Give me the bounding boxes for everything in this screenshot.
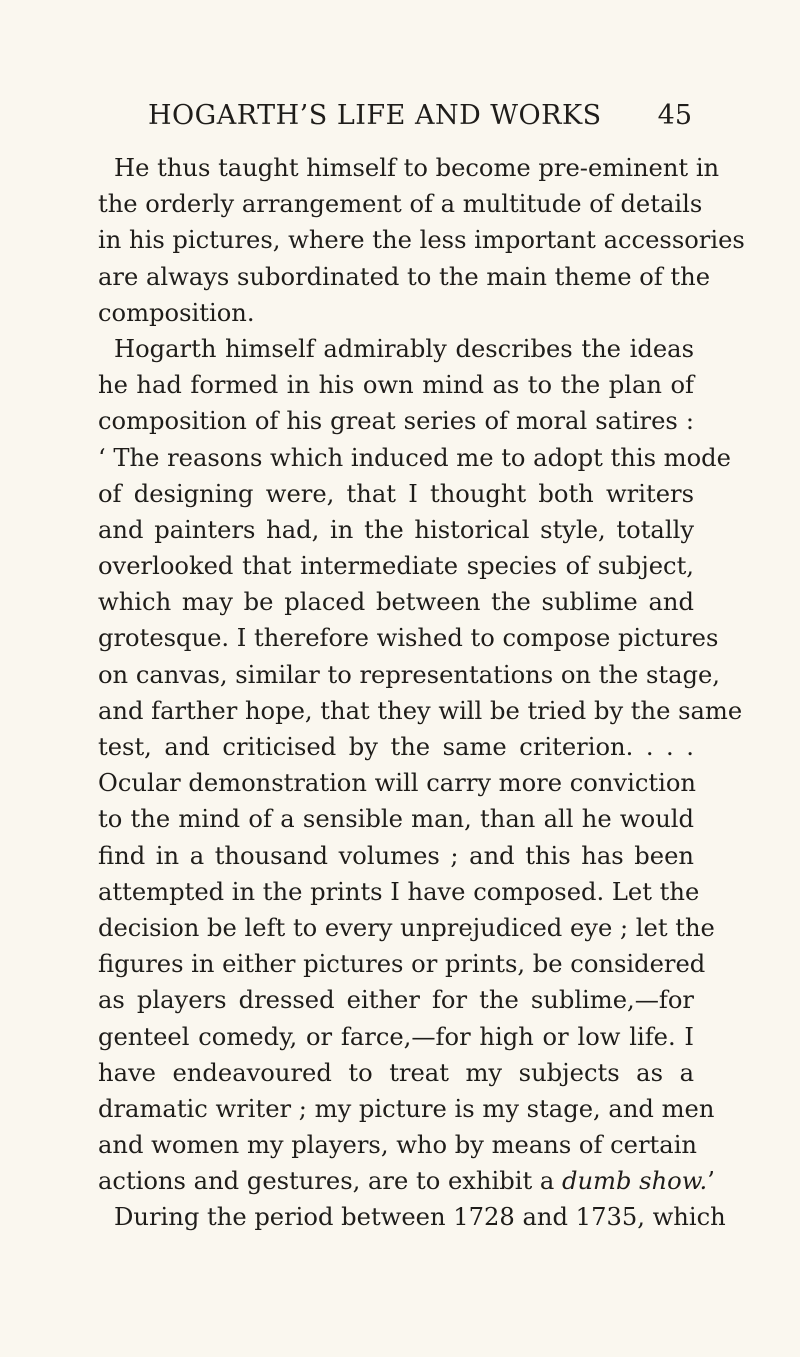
text-line: ‘ The reasons which induced me to adopt this mode (98, 443, 731, 472)
text-line: overlooked that intermediate species of subject, (98, 552, 694, 581)
text-line (98, 1163, 715, 1199)
text-line: test, and criticised by the same criterion. . . . (98, 733, 694, 761)
text-line: composition of his great series of moral satires : (98, 407, 694, 436)
text-line: of designing were, that I thought both writers (98, 479, 694, 508)
text-line: to the mind of a sensible man, than all he would (98, 805, 694, 834)
text-line: composition. (98, 298, 255, 327)
text-line: genteel comedy, or farce,—for high or low life. I (98, 1022, 694, 1051)
closing-quote: ’ (707, 1167, 715, 1196)
text-line: attempted in the prints I have composed. Let the (98, 877, 700, 906)
text-line: He thus taught himself to become pre-eminent in (114, 154, 720, 182)
text-line: During the period between 1728 and 1735, which (114, 1203, 726, 1232)
text-line: are always subordinated to the main theme of the (98, 262, 711, 291)
text-line: figures in either pictures or prints, be considered (98, 950, 706, 979)
text-line: and women my players, who by means of certain (98, 1131, 698, 1160)
text-line: in his pictures, where the less important accessories (98, 226, 745, 255)
text-line: as players dressed either for the sublime,—for (98, 986, 694, 1015)
emphasized-text: dumb show. (561, 1167, 708, 1196)
body-text (98, 150, 745, 1236)
text-line: he had formed in his own mind as to the plan of (98, 371, 694, 400)
text-line: Hogarth himself admirably describes the ideas (114, 334, 694, 363)
text-line: on canvas, similar to representations on the stage, (98, 660, 720, 689)
text-line: grotesque. I therefore wished to compose pictures (98, 624, 719, 653)
text-line: and painters had, in the historical style, totally (98, 515, 694, 544)
page-number: 45 (657, 100, 692, 131)
text-line: which may be placed between the sublime and (98, 588, 694, 617)
text-line: and farther hope, that they will be tried by the same (98, 696, 743, 725)
text-line: dramatic writer ; my picture is my stage, and men (98, 1094, 715, 1123)
text-line: decision be left to every unprejudiced eye ; let the (98, 913, 715, 942)
text-line: find in a thousand volumes ; and this has been (98, 841, 694, 870)
running-title: HOGARTH’S LIFE AND WORKS (148, 100, 602, 131)
text-line: Ocular demonstration will carry more conviction (98, 769, 696, 798)
page-header (148, 100, 692, 140)
text-line-start: actions and gestures, are to exhibit a (98, 1167, 555, 1196)
text-line: the orderly arrangement of a multitude of details (98, 190, 703, 219)
text-line: have endeavoured to treat my subjects as a (98, 1058, 694, 1087)
